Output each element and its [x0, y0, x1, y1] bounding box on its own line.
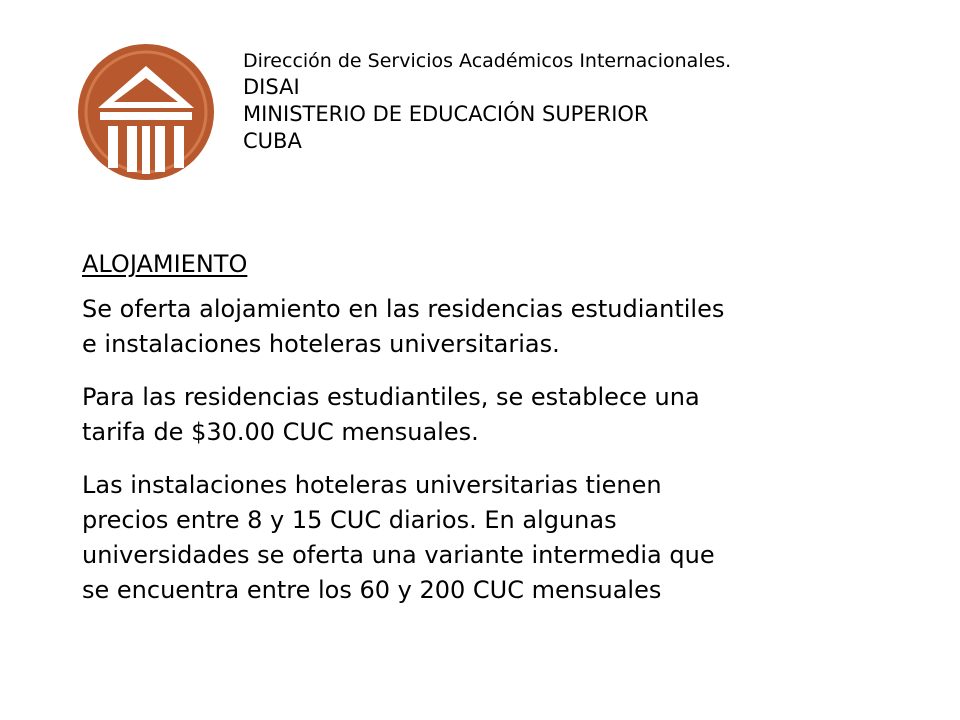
- disai-logo: [76, 42, 216, 182]
- paragraph-residence-rate: [82, 380, 942, 450]
- header-country: CUBA: [243, 129, 302, 153]
- main-content: [82, 244, 942, 626]
- paragraph-line: Se oferta alojamiento en las residencias estudiantiles: [82, 295, 725, 323]
- paragraph-line: tarifa de $30.00 CUC mensuales.: [82, 418, 479, 446]
- building-columns-icon: [76, 42, 216, 182]
- paragraph-hotel-prices: [82, 468, 942, 608]
- header-directorate: Dirección de Servicios Académicos Internacionales.: [243, 50, 732, 72]
- paragraph-line: e instalaciones hoteleras universitarias.: [82, 330, 560, 358]
- header-acronym: DISAI: [243, 75, 300, 99]
- paragraph-line: se encuentra entre los 60 y 200 CUC mensuales: [82, 576, 662, 604]
- institution-header: [243, 48, 943, 155]
- paragraph-lodging-offer: [82, 292, 942, 362]
- header-ministry: MINISTERIO DE EDUCACIÓN SUPERIOR: [243, 102, 649, 126]
- paragraph-line: universidades se oferta una variante intermedia que: [82, 541, 715, 569]
- paragraph-line: Para las residencias estudiantiles, se establece una: [82, 383, 700, 411]
- section-heading: ALOJAMIENTO: [82, 250, 248, 278]
- paragraph-line: Las instalaciones hoteleras universitarias tienen: [82, 471, 662, 499]
- paragraph-line: precios entre 8 y 15 CUC diarios. En algunas: [82, 506, 617, 534]
